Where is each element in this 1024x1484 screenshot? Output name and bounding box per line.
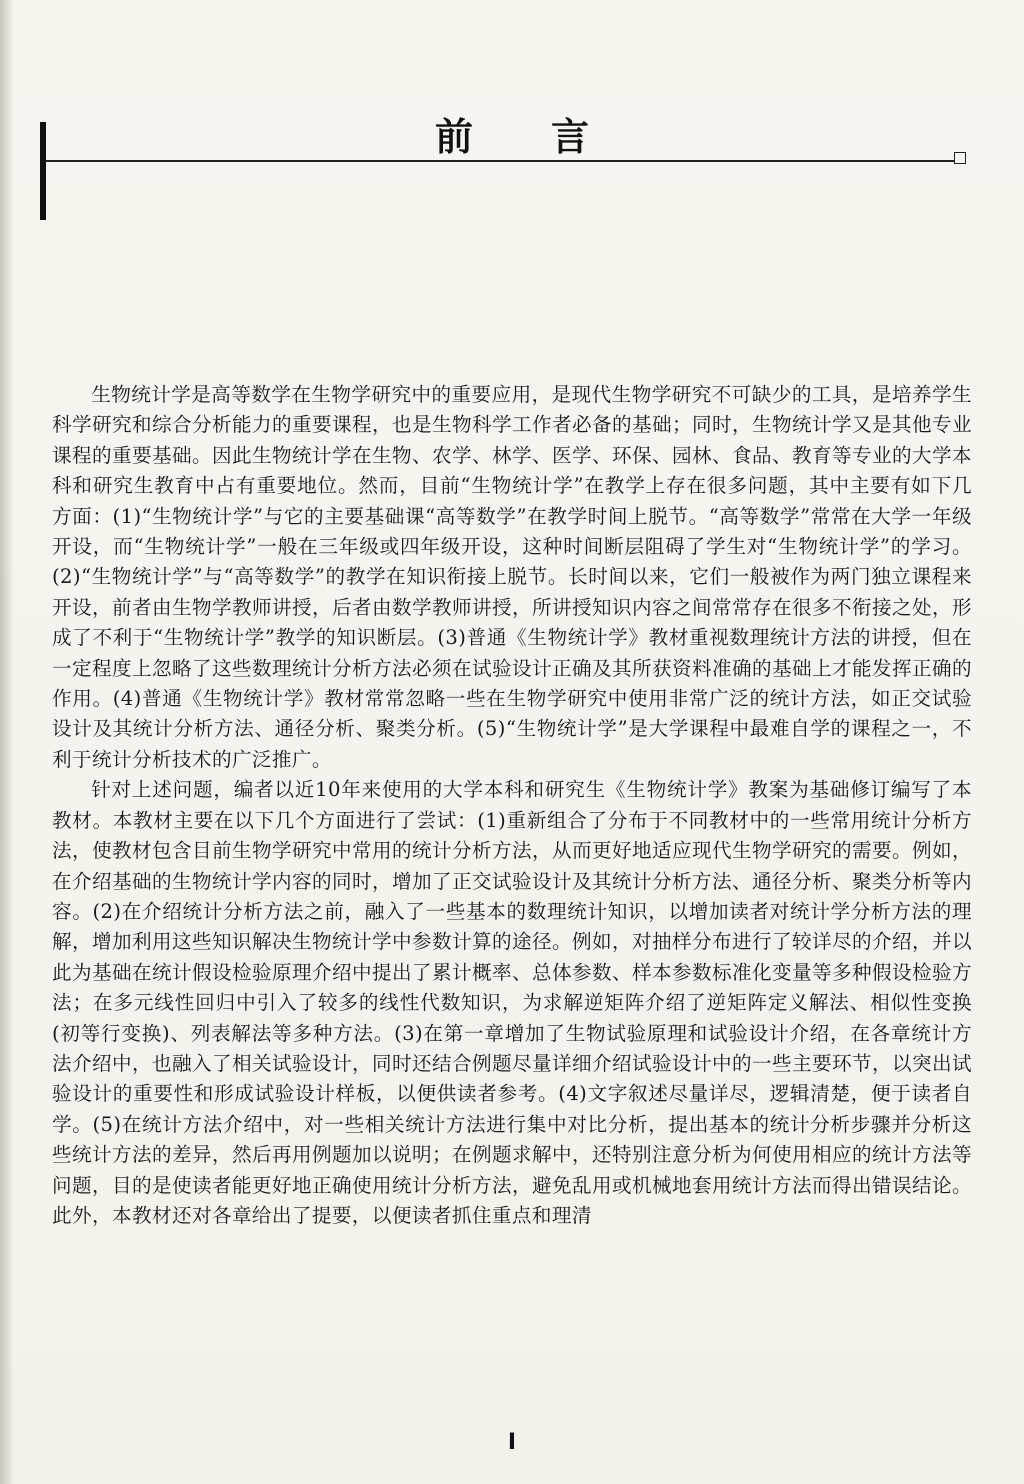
paragraph-1: 生物统计学是高等数学在生物学研究中的重要应用，是现代生物学研究不可缺少的工具，是培养学生科学研究和综合分析能力的重要课程，也是生物科学工作者必备的基础；同时，生物统计学又是其他专业课程的重要基础。因此生物统计学在生物、农学、林学、医学、环保、园林、食品、教育等专业的大学本科和研究生教育中占有重要地位。然而，目前“生物统计学”在教学上存在很多问题，其中主要有如下几方面：(1)“生物统计学”与它的主要基础课“高等数学”在教学时间上脱节。“高等数学”常常在大学一年级开设，而“生物统计学”一般在三年级或四年级开设，这种时间断层阻碍了学生对“生物统计学”的学习。(2)“生物统计学”与“高等数学”的教学在知识衔接上脱节。长时间以来，它们一般被作为两门独立课程来开设，前者由生物学教师讲授，后者由数学教师讲授，所讲授知识内容之间常常存在很多不衔接之处，形成了不利于“生物统计学”教学的知识断层。(3)普通《生物统计学》教材重视数理统计方法的讲授，但在一定程度上忽略了这些数理统计分析方法必须在试验设计正确及其所获资料准确的基础上才能发挥正确的作用。(4)普通《生物统计学》教材常常忽略一些在生物学研究中使用非常广泛的统计方法，如正交试验设计及其统计分析方法、通径分析、聚类分析。(5)“生物统计学”是大学课程中最难自学的课程之一，不利于统计分析技术的广泛推广。 [52, 383, 972, 771]
body-text [52, 380, 972, 1231]
page-title: 前言 [434, 115, 667, 159]
paragraph-2: 针对上述问题，编者以近10年来使用的大学本科和研究生《生物统计学》教案为基础修订编写了本教材。本教材主要在以下几个方面进行了尝试：(1)重新组合了分布于不同教材中的一些常用统计分析方法，使教材包含目前生物学研究中常用的统计分析方法，从而更好地适应现代生物学研究的需要。例如，在介绍基础的生物统计学内容的同时，增加了正交试验设计及其统计分析方法、通径分析、聚类分析等内容。(2)在介绍统计分析方法之前，融入了一些基本的数理统计知识，以增加读者对统计学分析方法的理解，增加利用这些知识解决生物统计学中参数计算的途径。例如，对抽样分布进行了较详尽的介绍，并以此为基础在统计假设检验原理介绍中提出了累计概率、总体参数、样本参数标准化变量等多种假设检验方法；在多元线性回归中引入了较多的线性代数知识，为求解逆矩阵介绍了逆矩阵定义解法、相似性变换(初等行变换)、列表解法等多种方法。(3)在第一章增加了生物试验原理和试验设计介绍，在各章统计方法介绍中，也融入了相关试验设计，同时还结合例题尽量详细介绍试验设计中的一些主要环节，以突出试验设计的重要性和形成试验设计样板，以便供读者参考。(4)文字叙述尽量详尽，逻辑清楚，便于读者自学。(5)在统计方法介绍中，对一些相关统计方法进行集中对比分析，提出基本的统计分析步骤并分析这些统计方法的差异，然后再用例题加以说明；在例题求解中，还特别注意分析为何使用相应的统计方法等问题，目的是使读者能更好地正确使用统计分析方法，避免乱用或机械地套用统计方法而得出错误结论。此外，本教材还对各章给出了提要，以便读者抓住重点和理清 [52, 778, 972, 1227]
page-number: I [507, 1430, 517, 1455]
